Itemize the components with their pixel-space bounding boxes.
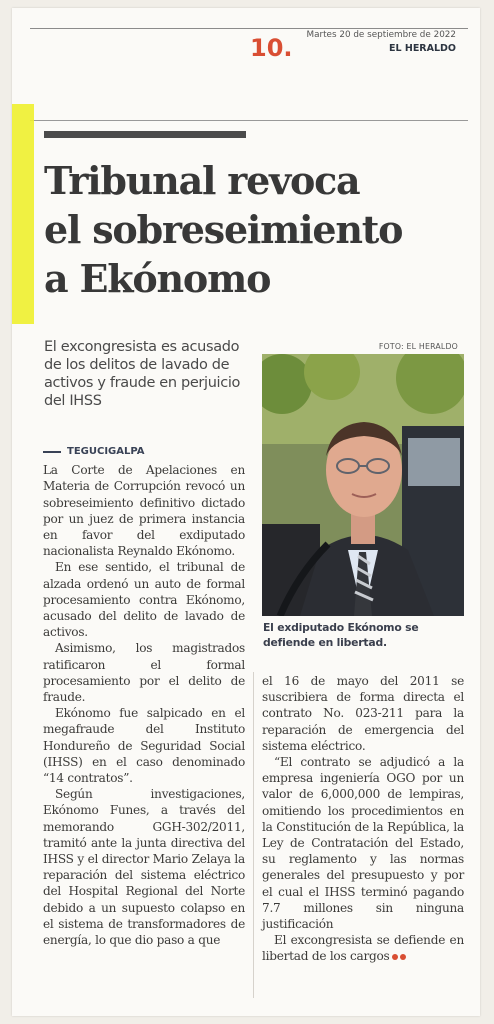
- page-number: 10.: [250, 34, 293, 62]
- closing-text: El excongresista se defiende en libertad de los cargos: [262, 933, 464, 964]
- paragraph: En ese sentido, el tribunal de alzada ordenó un auto de formal procesamiento contra Ekónomo, acusado del delito de lavado de activos.: [43, 560, 245, 640]
- section-bar: [44, 131, 246, 138]
- top-rule: [30, 28, 468, 29]
- newspaper-brand: EL HERALDO: [389, 43, 456, 54]
- paragraph: “El contrato se adjudicó a la empresa ingeniería OGO por un valor de 6,000,000 de lempiras, omitiendo los procedimientos en la Constitución de la República, la Ley de Contratación del Estado, su reglamento y las normas generales del presupuesto y por el cual el IHSS terminó pagando 7.7 millones sin ninguna justificación: [262, 755, 464, 932]
- column-divider: [253, 672, 254, 998]
- dateline: [43, 444, 245, 460]
- photo-credit: FOTO: EL HERALDO: [378, 342, 458, 351]
- paragraph: [262, 932, 464, 964]
- highlighter-mark: [12, 104, 34, 324]
- dateline-text: TEGUCIGALPA: [67, 446, 145, 457]
- paragraph: Según investigaciones, Ekónomo Funes, a través del memorando GGH-302/2011, tramitó ante la junta directiva del IHSS y el director Mario Zelaya la reparación del sistema eléctrico del Hospital Regional del Norte debido a un supuesto colapso en el sistema de transformadores de energía, lo que dio paso a que: [43, 787, 245, 948]
- end-of-article-dots-icon: [390, 949, 406, 963]
- article-right-column: [262, 673, 464, 965]
- headline: [44, 156, 472, 303]
- paragraph: Asimismo, los magistrados ratificaron el formal procesamiento por el delito de fraude.: [43, 641, 245, 705]
- paragraph: Ekónomo fue salpicado en el megafraude del Instituto Hondureño de Seguridad Social (IHSS) en el caso denominado “14 contratos”.: [43, 706, 245, 786]
- paragraph: La Corte de Apelaciones en Materia de Corrupción revocó un sobreseimiento definitivo dictado por un juez de primera instancia en favor del exdiputado nacionalista Reynaldo Ekónomo.: [43, 463, 245, 559]
- newspaper-page: [12, 8, 480, 1016]
- headline-line: el sobreseimiento: [44, 207, 403, 252]
- paragraph: el 16 de mayo del 2011 se suscribiera de forma directa el contrato No. 023-211 para la reparación de emergencia del sistema eléctrico.: [262, 674, 464, 753]
- headline-line: a Ekónomo: [44, 256, 271, 301]
- dateline-dash: [43, 451, 61, 453]
- photo-caption: El exdiputado Ekónomo se defiende en libertad.: [263, 621, 419, 649]
- header-date: Martes 20 de septiembre de 2022: [306, 30, 456, 40]
- header-divider: [30, 120, 468, 121]
- headline-line: Tribunal revoca: [44, 158, 360, 203]
- article-photo: [262, 354, 464, 616]
- article-left-column: [43, 444, 245, 948]
- subheadline: El excongresista es acusado de los delitos de lavado de activos y fraude en perjuicio del IHSS: [44, 339, 241, 409]
